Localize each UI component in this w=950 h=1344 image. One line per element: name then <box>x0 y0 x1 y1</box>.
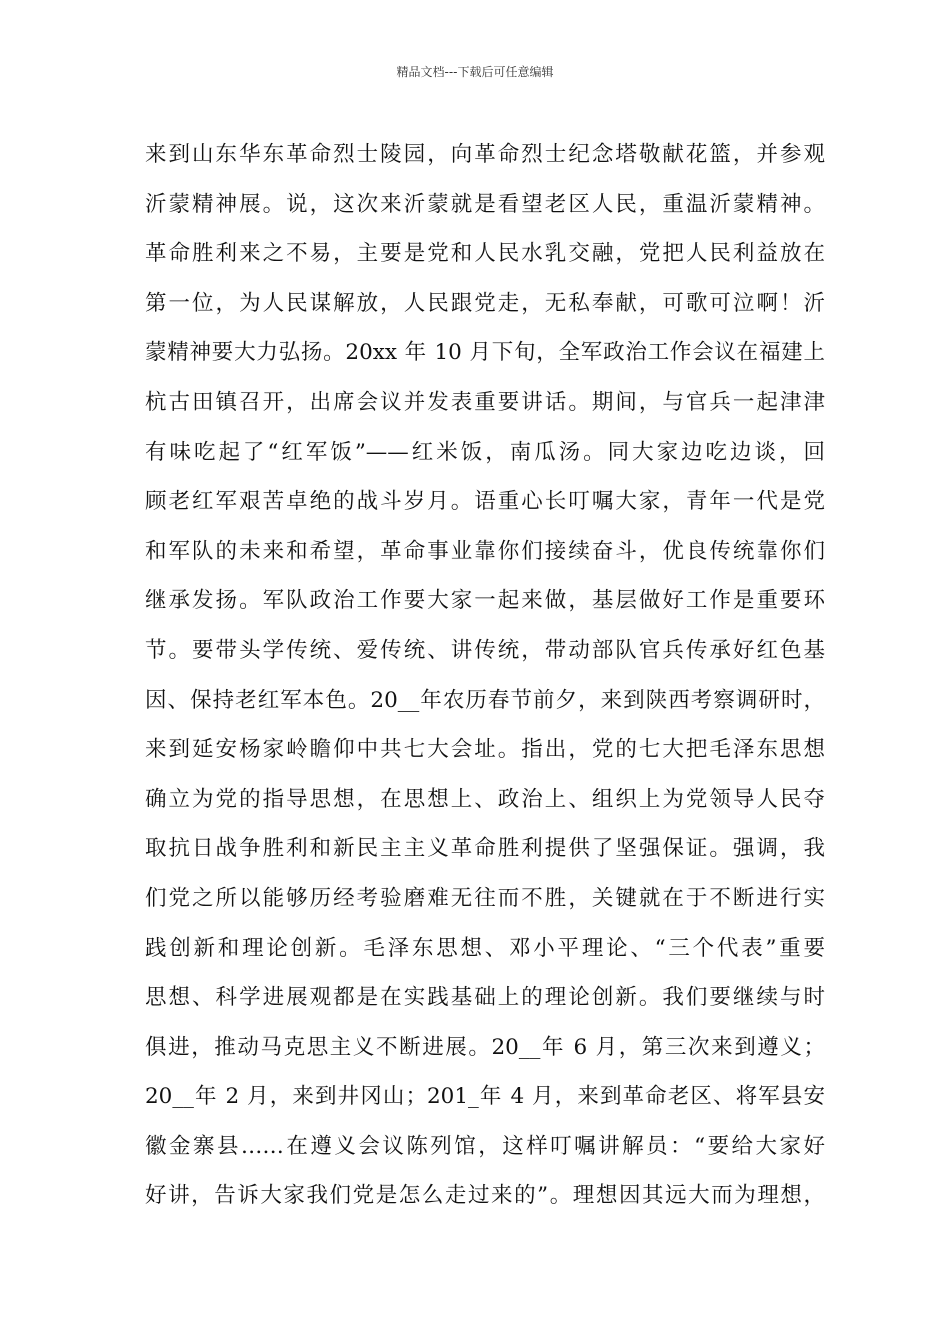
text-line-4: 第一位，为人民谋解放，人民跟党走，无私奉献，可歌可泣啊！沂 <box>145 290 825 316</box>
body-text <box>145 130 825 1221</box>
text-line-12: 因、保持老红军本色。20__年农历春节前夕，来到陕西考察调研时， <box>145 687 825 713</box>
text-line-7: 有味吃起了“红军饭”——红米饭，南瓜汤。同大家边吃边谈，回 <box>145 439 825 465</box>
text-line-6: 杭古田镇召开，出席会议并发表重要讲话。期间，与官兵一起津津 <box>145 389 825 415</box>
text-line-11: 节。要带头学传统、爱传统、讲传统，带动部队官兵传承好红色基 <box>145 637 825 663</box>
text-line-14: 确立为党的指导思想，在思想上、政治上、组织上为党领导人民夺 <box>145 786 825 812</box>
text-line-9: 和军队的未来和希望，革命事业靠你们接续奋斗，优良传统靠你们 <box>145 538 825 564</box>
text-line-18: 思想、科学进展观都是在实践基础上的理论创新。我们要继续与时 <box>145 985 825 1011</box>
text-line-20: 20__年 2 月，来到井冈山；201_年 4 月，来到革命老区、将军县安 <box>145 1084 825 1110</box>
text-line-3: 革命胜利来之不易，主要是党和人民水乳交融，党把人民利益放在 <box>145 241 825 267</box>
text-line-1: 来到山东华东革命烈士陵园，向革命烈士纪念塔敬献花篮，并参观 <box>145 142 825 167</box>
text-line-8: 顾老红军艰苦卓绝的战斗岁月。语重心长叮嘱大家，青年一代是党 <box>145 489 825 515</box>
text-line-2: 沂蒙精神展。说，这次来沂蒙就是看望老区人民，重温沂蒙精神。 <box>145 191 825 217</box>
text-line-19: 俱进，推动马克思主义不断进展。20__年 6 月，第三次来到遵义； <box>145 1034 825 1060</box>
text-line-10: 继承发扬。军队政治工作要大家一起来做，基层做好工作是重要环 <box>145 588 825 614</box>
page-header: 精品文档---下载后可任意编辑 <box>396 65 554 79</box>
text-line-15: 取抗日战争胜利和新民主主义革命胜利提供了坚强保证。强调，我 <box>145 836 825 862</box>
text-line-5: 蒙精神要大力弘扬。20xx 年 10 月下旬，全军政治工作会议在福建上 <box>145 340 825 366</box>
text-line-16: 们党之所以能够历经考验磨难无往而不胜，关键就在于不断进行实 <box>145 885 825 911</box>
text-line-17: 践创新和理论创新。毛泽东思想、邓小平理论、“三个代表”重要 <box>145 935 825 961</box>
text-line-13: 来到延安杨家岭瞻仰中共七大会址。指出，党的七大把毛泽东思想 <box>145 737 825 763</box>
text-line-21: 徽金寨县……在遵义会议陈列馆，这样叮嘱讲解员：“要给大家好 <box>145 1133 825 1159</box>
text-line-22: 好讲，告诉大家我们党是怎么走过来的”。理想因其远大而为理想， <box>145 1183 825 1209</box>
